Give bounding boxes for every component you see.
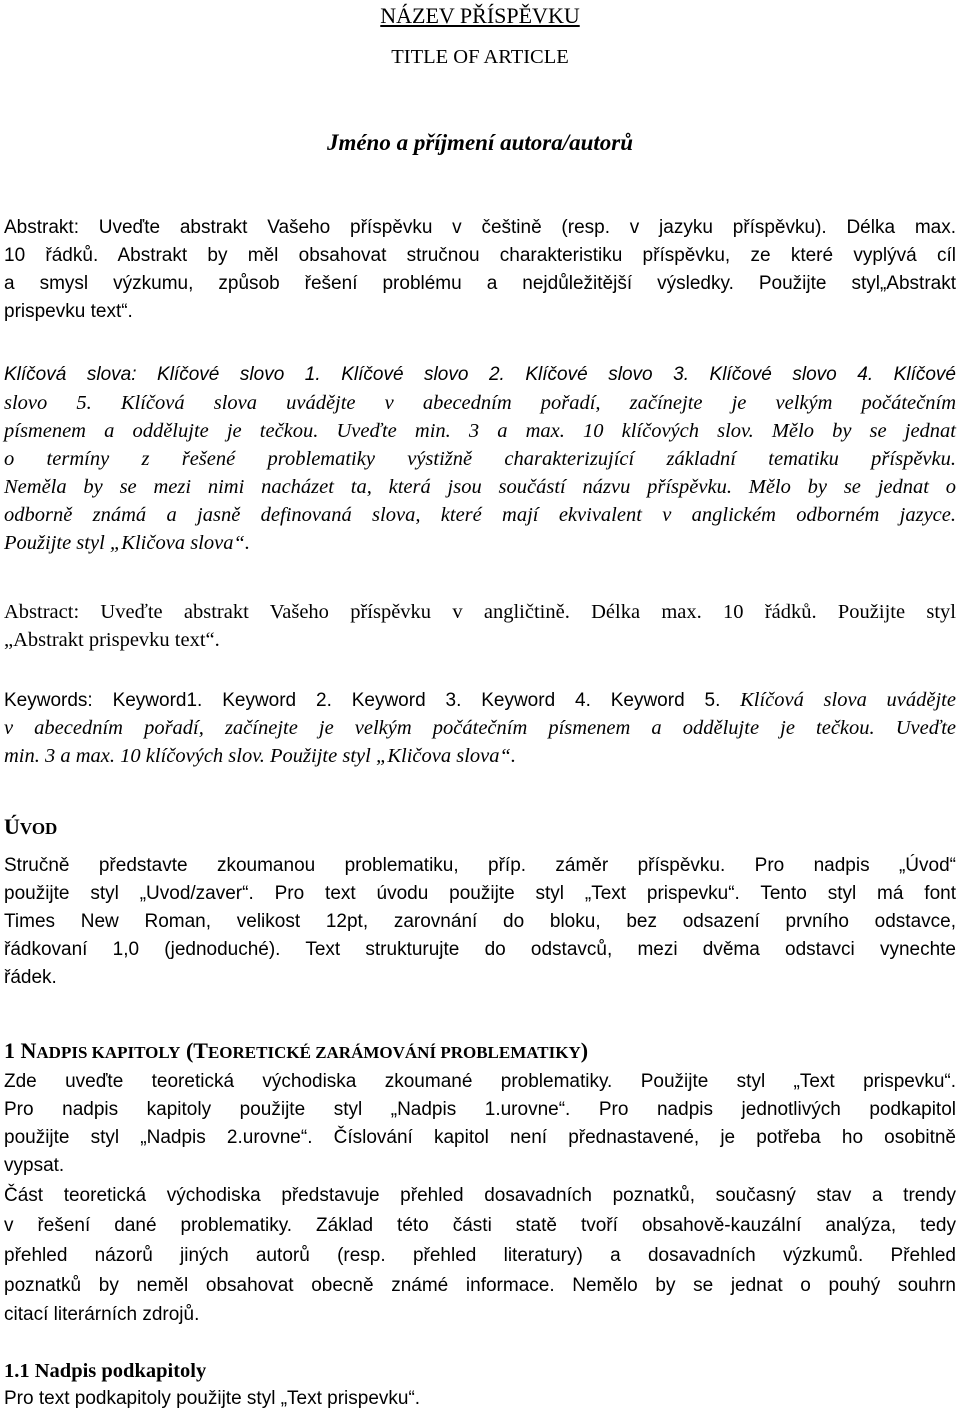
uvod-line: řádek. [4,967,57,988]
chapter-line: vypsat. [4,1155,65,1176]
chapter-line: použijte styl „Nadpis 2.urovne“. Číslování kapitol není přednastavené, je potřeba ho osobitně [4,1127,956,1148]
title-cz: NÁZEV PŘÍSPĚVKU [380,3,580,28]
keywords-cz-line: o termíny z řešené problematiky výstižně charakterizující základní tematiku příspěvku. [4,448,956,470]
chapter-line: přehled názorů jiných autorů (resp. přehled literatury) a dosavadních výzkumů. Přehled [4,1245,956,1266]
subchapter-heading: 1.1 Nadpis podkapitoly [4,1360,207,1382]
chapter-line: v řešení dané problematiky. Základ této části statě tvoří obsahově-kauzální analýza, tedy [4,1215,956,1236]
keywords-en-line [4,686,956,715]
chapter-heading: 1 NADPIS KAPITOLY (TEORETICKÉ ZARÁMOVÁNÍ PROBLEMATIKY) [4,1038,589,1063]
chapter-line: poznatků by neměl obsahovat obecně známé informace. Nemělo by se jednat o pouhý souhrn [4,1275,956,1296]
uvod-line: Stručně představte zkoumanou problematiku, příp. záměr příspěvku. Pro nadpis „Úvod“ [4,855,956,876]
keywords-cz-line: odborně známá a jasně definovaná slova, které mají ekvivalent v anglickém odborném jazyce. [4,504,956,526]
abstract-cz-line: prispevku text“. [4,301,133,322]
abstract-cz-line: a smysl výzkumu, způsob řešení problému a nejdůležitější výsledky. Použijte styl„Abstrakt [4,273,956,294]
keywords-en-list: Keywords: Keyword1. Keyword 2. Keyword 3. Keyword 4. Keyword 5. [4,690,721,711]
chapter-line: Pro nadpis kapitoly použijte styl „Nadpis 1.urovne“. Pro nadpis jednotlivých podkapitol [4,1099,956,1120]
keywords-en-line: v abecedním pořadí, začínejte je velkým počátečním písmenem a oddělujte je tečkou. Uveďte [4,717,956,739]
chapter-line: Zde uveďte teoretická východiska zkoumané problematiky. Použijte styl „Text prispevku“. [4,1071,956,1092]
keywords-cz-line: Klíčová slova: Klíčové slovo 1. Klíčové slovo 2. Klíčové slovo 3. Klíčové slovo 4. Klíčové [4,364,956,385]
keywords-en-note: Klíčová slova uvádějte [740,689,956,711]
abstract-cz-line: Abstrakt: Uveďte abstrakt Vašeho příspěvku v češtině (resp. v jazyku příspěvku). Délka max. [4,217,956,238]
section-heading-uvod: ÚVOD [4,814,58,839]
abstract-en-line: Abstract: Uveďte abstrakt Vašeho příspěvku v angličtině. Délka max. 10 řádků. Použijte styl [4,601,956,623]
chapter-line: citací literárních zdrojů. [4,1304,200,1325]
subchapter-line: Pro text podkapitoly použijte styl „Text prispevku“. [4,1388,421,1409]
uvod-line: použijte styl „Uvod/zaver“. Pro text úvodu použijte styl „Text prispevku“. Tento styl má font [4,883,956,904]
uvod-line: řádkovaní 1,0 (jednoduché). Text strukturujte do odstavců, mezi dvěma odstavci vynechte [4,939,956,960]
uvod-line: Times New Roman, velikost 12pt, zarovnání do bloku, bez odsazení prvního odstavce, [4,911,956,932]
keywords-cz-line: Použijte styl „Kličova slova“. [4,532,250,554]
abstract-cz-line: 10 řádků. Abstrakt by měl obsahovat stručnou charakteristiku příspěvku, ze které vyplývá cíl [4,245,956,266]
abstract-en-line: „Abstrakt prispevku text“. [4,629,220,651]
title-en: TITLE OF ARTICLE [391,46,569,68]
keywords-en-line: min. 3 a max. 10 klíčových slov. Použijte styl „Kličova slova“. [4,745,517,767]
keywords-cz-line: slovo 5. Klíčová slova uvádějte v abecedním pořadí, začínejte je velkým počátečním [4,392,956,414]
chapter-line: Část teoretická východiska představuje přehled dosavadních poznatků, současný stav a trendy [4,1185,956,1206]
author-name: Jméno a příjmení autora/autorů [326,130,634,155]
keywords-cz-line: Neměla by se mezi nimi nacházet ta, která jsou součástí názvu příspěvku. Mělo by se jednat o [4,476,956,498]
keywords-cz-line: písmenem a oddělujte je tečkou. Uveďte min. 3 a max. 10 klíčových slov. Mělo by se jednat [4,420,956,442]
